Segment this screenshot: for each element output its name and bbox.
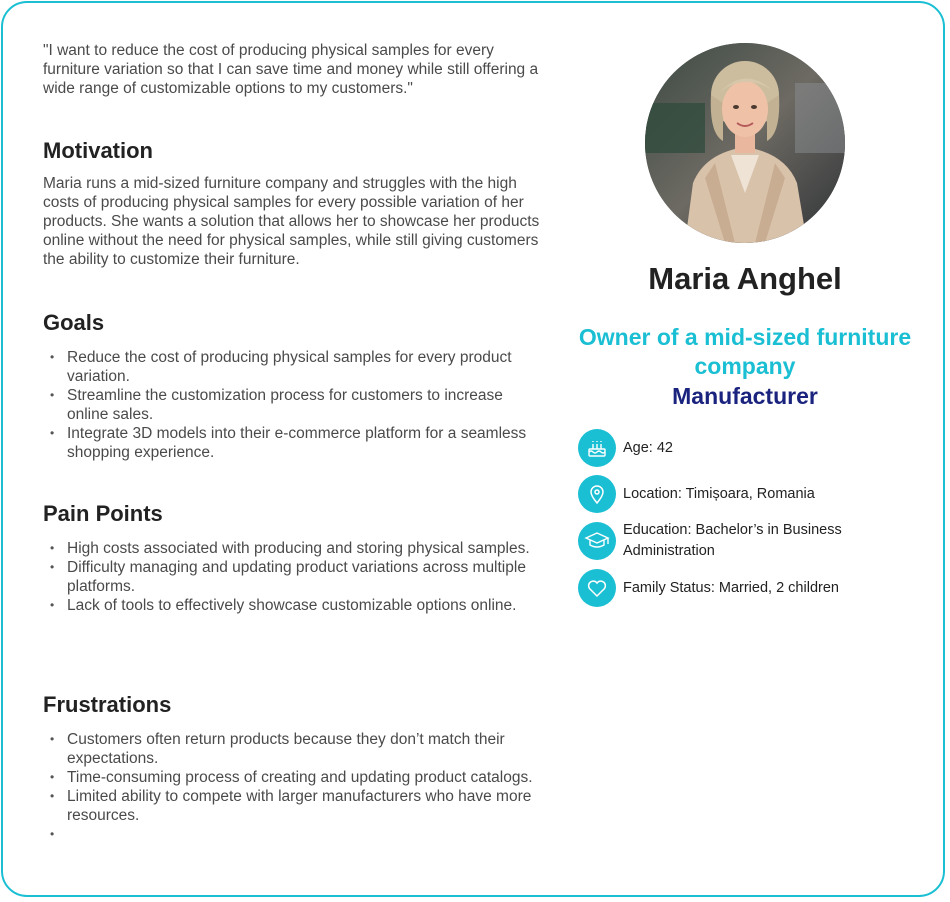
list-item: • Streamline the customization process for customers to increase online sales. xyxy=(43,386,543,424)
info-education xyxy=(578,522,898,560)
list-item: • Integrate 3D models into their e-commerce platform for a seamless shopping experience. xyxy=(43,424,543,462)
frustrations-heading: Frustrations xyxy=(43,692,172,717)
persona-type: Manufacturer xyxy=(672,383,818,409)
location-pin-icon xyxy=(578,475,616,513)
list-item: • Lack of tools to effectively showcase customizable options online. xyxy=(43,596,543,615)
list-item: • Limited ability to compete with larger manufacturers who have more resources. xyxy=(43,787,543,825)
frustrations-list xyxy=(43,730,543,844)
persona-role: Owner of a mid-sized furniture company xyxy=(578,324,912,379)
persona-card xyxy=(1,1,945,897)
list-item: • Customers often return products because they don’t match their expectations. xyxy=(43,730,543,768)
info-location-text: Location: Timișoara, Romania xyxy=(623,486,815,502)
info-education-text: Education: Bachelor’s in Business Administration xyxy=(623,522,842,559)
frustrations-section xyxy=(43,692,543,844)
list-item xyxy=(43,825,543,844)
info-family-text: Family Status: Married, 2 children xyxy=(623,580,839,596)
info-age-text: Age: 42 xyxy=(623,440,673,456)
motivation-text: Maria runs a mid-sized furniture company and struggles with the high costs of producing physical samples for every possible variation of her products. She wants a solution that allows her to showcase her products online without the need for physical samples, while still giving customers the ability to customize their furniture. xyxy=(43,175,540,268)
info-location xyxy=(578,475,898,513)
list-item: • Reduce the cost of producing physical samples for every product variation. xyxy=(43,348,543,386)
motivation-section xyxy=(43,138,543,269)
info-age xyxy=(578,429,898,467)
graduation-cap-icon xyxy=(578,522,616,560)
persona-details xyxy=(43,41,543,824)
goals-list xyxy=(43,348,543,462)
pain-points-heading: Pain Points xyxy=(43,501,163,526)
pain-points-list xyxy=(43,539,543,615)
heart-icon xyxy=(578,569,616,607)
motivation-heading: Motivation xyxy=(43,138,153,163)
list-item: • Difficulty managing and updating product variations across multiple platforms. xyxy=(43,558,543,596)
portrait-photo xyxy=(645,43,845,243)
info-family xyxy=(578,569,898,607)
persona-name: Maria Anghel xyxy=(648,261,842,296)
avatar xyxy=(645,43,845,243)
list-item: • Time-consuming process of creating and updating product catalogs. xyxy=(43,768,543,787)
persona-quote: "I want to reduce the cost of producing physical samples for every furniture variation so that I can save time and money while still offering a wide range of customizable options to my customers." xyxy=(43,42,539,97)
goals-heading: Goals xyxy=(43,310,105,335)
cake-icon xyxy=(578,429,616,467)
list-item: • High costs associated with producing and storing physical samples. xyxy=(43,539,543,558)
goals-section xyxy=(43,310,543,462)
pain-points-section xyxy=(43,501,543,615)
